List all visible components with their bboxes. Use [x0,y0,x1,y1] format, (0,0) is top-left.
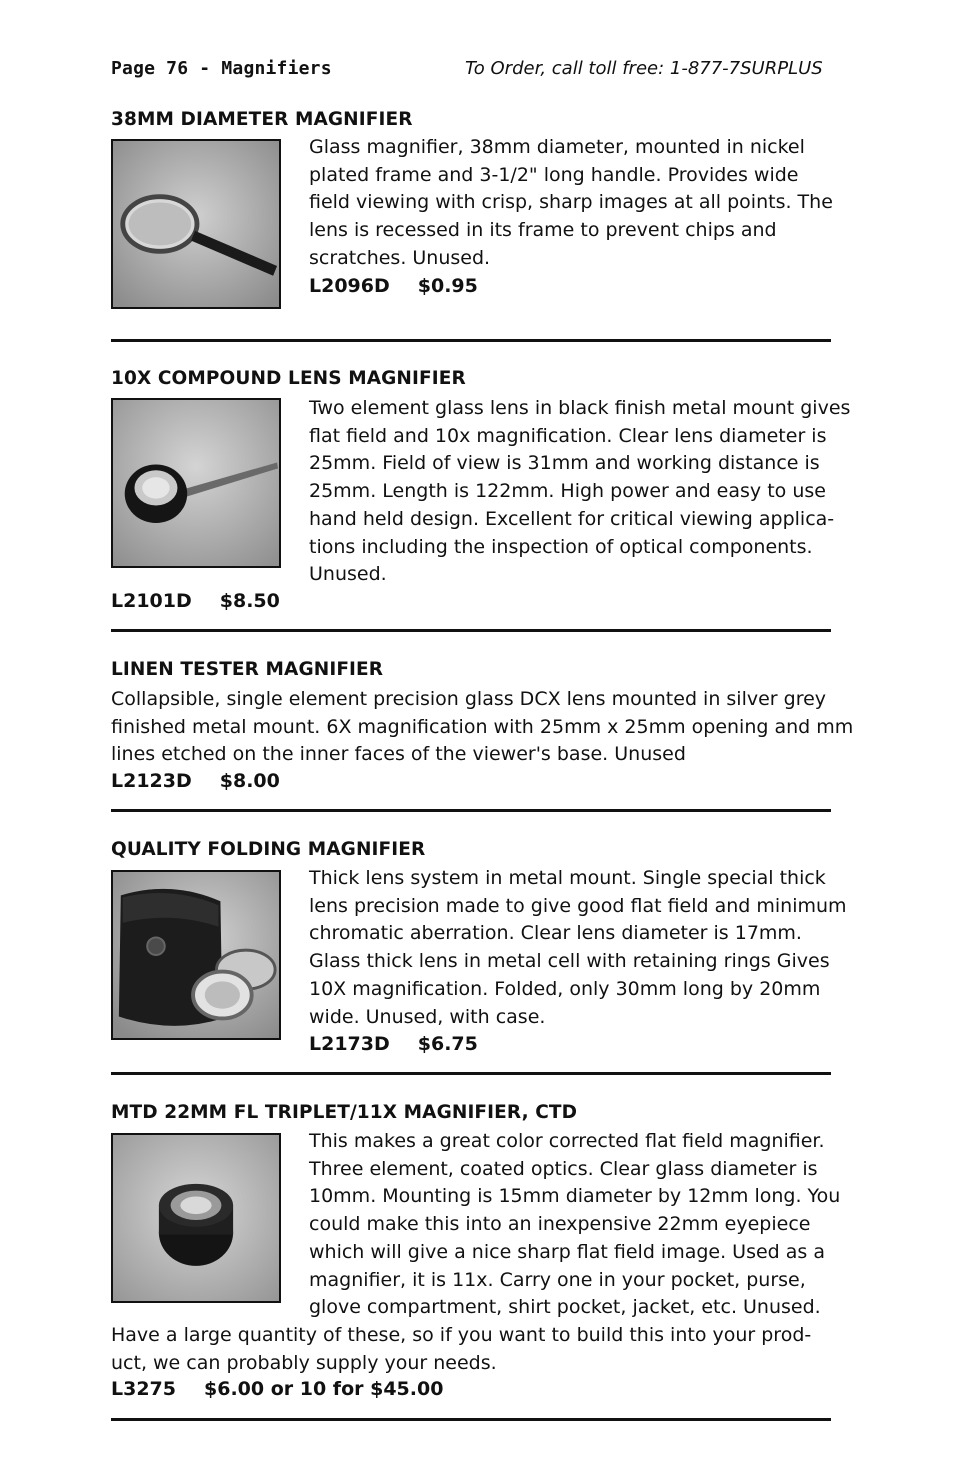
compound-lens-photo [111,398,281,568]
product-title: MTD 22MM FL TRIPLET/11X MAGNIFIER, CTD [111,1102,578,1123]
hand-magnifier-photo [111,139,281,309]
product-title: 38MM DIAMETER MAGNIFIER [111,109,413,130]
folding-magnifier-photo [111,870,281,1040]
product-description: Thick lens system in metal mount. Single special thick lens precision made to give good flat field and minimum chromatic aberration. Clear lens diameter is 17mm. Glass thick lens in metal cell with retaining rings Gives 10X magnification. Folded, only 30mm long by 20mm wide. Unused, with case. [309,867,847,1028]
product-price: L2123D $8.00 [111,770,280,792]
product-title: 10X COMPOUND LENS MAGNIFIER [111,368,466,389]
product-description: Glass magnifier, 38mm diameter, mounted in nickel plated frame and 3-1/2" long handle. Provides wide field viewing with crisp, sharp images at all points. The lens is recessed in its frame to prevent chips and scratches. Unused. [309,136,833,269]
page-header-section: Page 76 - Magnifiers [111,58,332,79]
section-divider [111,1418,831,1421]
section-divider [111,809,831,812]
product-price: L3275 $6.00 or 10 for $45.00 [111,1378,444,1400]
product-price: L2101D $8.50 [111,590,280,612]
triplet-magnifier-photo [111,1133,281,1303]
order-phone-line: To Order, call toll free: 1-877-7SURPLUS [465,58,823,79]
product-price: L2096D $0.95 [309,275,478,297]
product-description: Two element glass lens in black finish metal mount gives flat field and 10x magnification. Clear lens diameter is 25mm. Field of view is 31mm and working distance is 25mm. Length is 122mm. High power and easy to use hand held design. Excellent for critical viewing applica- tions including the inspection of optical components. Unused. [309,397,851,586]
product-description: This makes a great color corrected flat field magnifier. Three element, coated optics. Clear glass diameter is 10mm. Mounting is 15mm diameter by 12mm long. You could make this into an inexpensive 22mm eyepiece which will give a nice sharp flat field image. Used as a magnifier, it is 11x. Carry one in your pocket, purse, glove compartment, shirt pocket, jacket, etc. Unused. [309,1130,841,1319]
section-divider [111,629,831,632]
section-divider [111,339,831,342]
product-title: LINEN TESTER MAGNIFIER [111,659,384,680]
product-description: Collapsible, single element precision glass DCX lens mounted in silver grey finished metal mount. 6X magnification with 25mm x 25mm opening and mm lines etched on the inner faces of the viewer's base. Unused [111,688,854,766]
product-title: QUALITY FOLDING MAGNIFIER [111,839,426,860]
product-note: Have a large quantity of these, so if you want to build this into your prod- uct, we can probably supply your needs. [111,1324,812,1374]
product-price: L2173D $6.75 [309,1033,478,1055]
section-divider [111,1072,831,1075]
